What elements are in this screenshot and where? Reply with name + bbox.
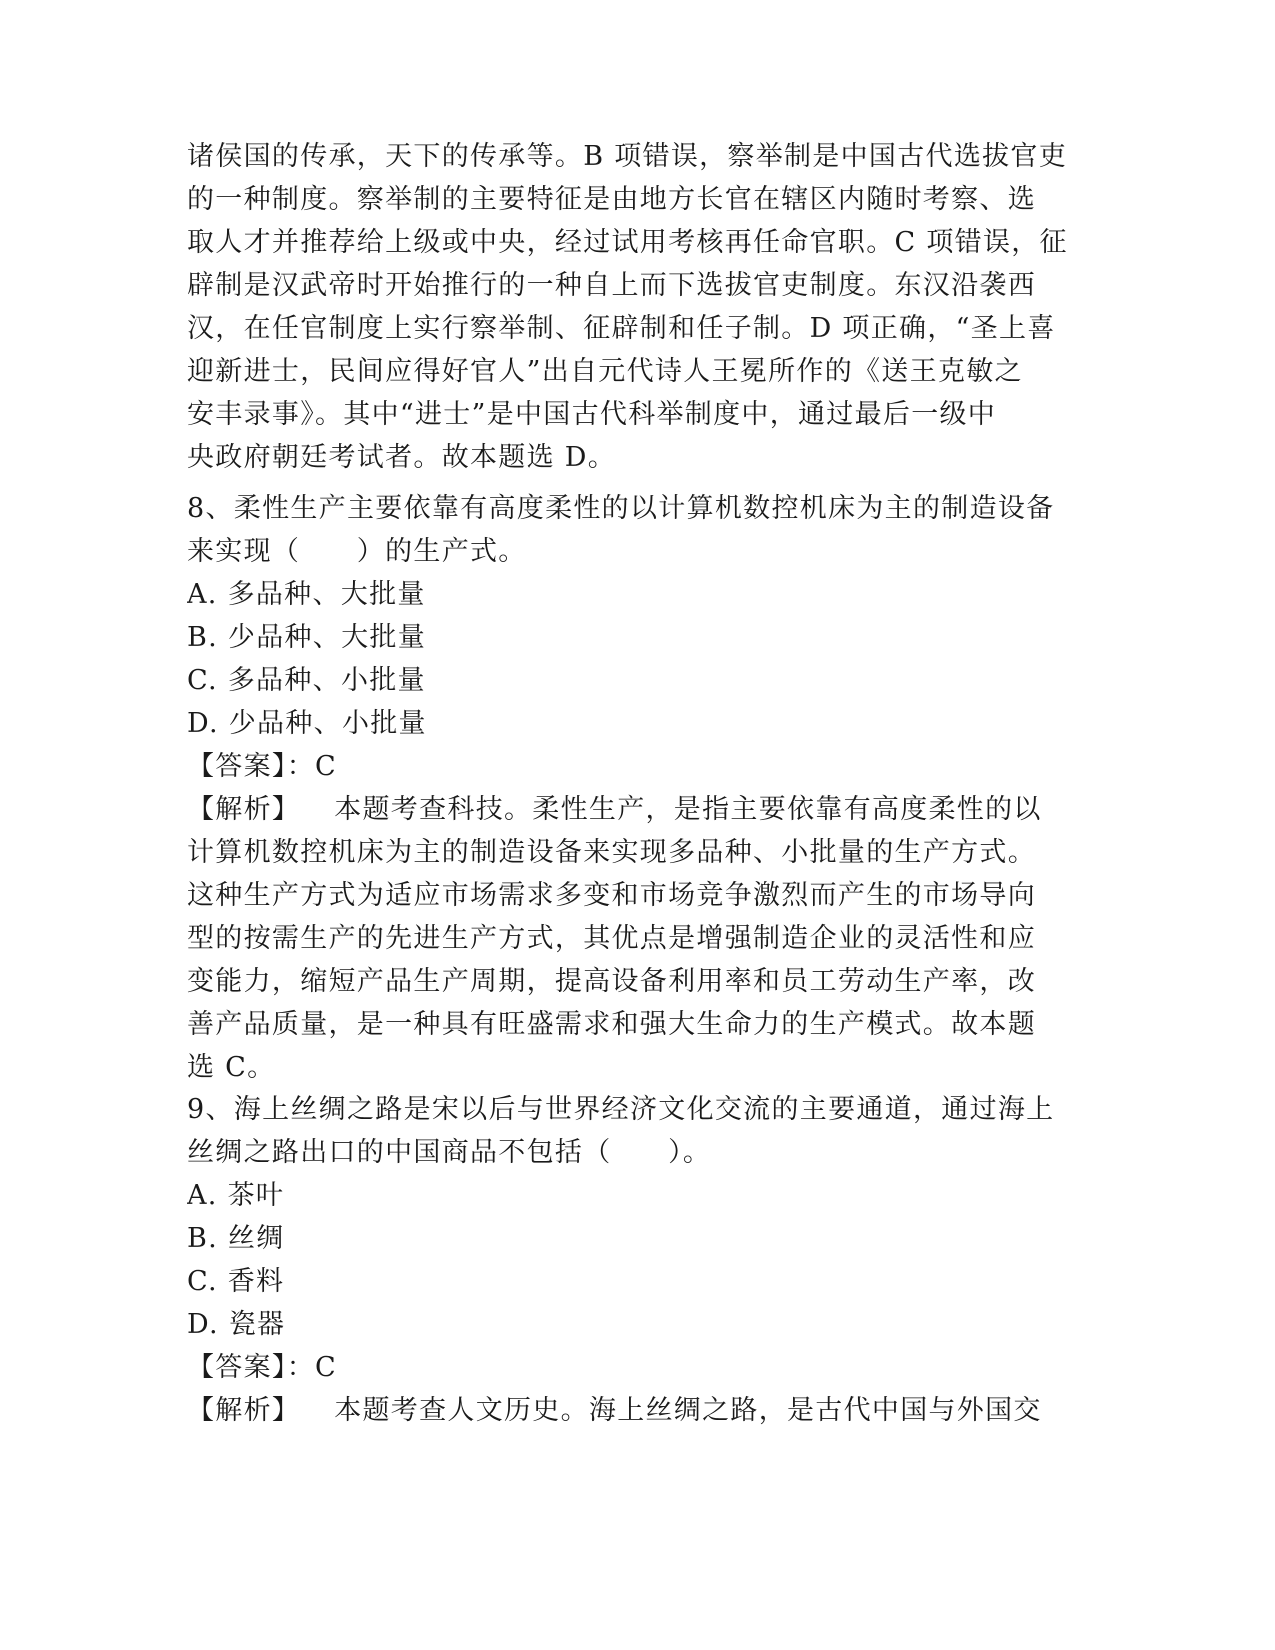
analysis-label: 【解析】 [187,794,301,825]
answer-line [187,745,1087,788]
analysis-line: 型的按需生产的先进生产方式，其优点是增强制造企业的灵活性和应 [187,923,1036,954]
paragraph-line: 安丰录事》。其中“进士”是中国古代科举制度中，通过最后一级中 [187,399,997,430]
analysis-line: 变能力，缩短产品生产周期，提高设备利用率和员工劳动生产率，改 [187,966,1036,997]
option-c: C. 香料 [187,1266,285,1297]
answer-label: 【答案】： [187,1352,315,1383]
option-a: A. 多品种、大批量 [187,579,426,610]
analysis-text: 本题考查科技。柔性生产，是指主要依靠有高度柔性的以 [334,794,1042,825]
analysis-text: 本题考查人文历史。海上丝绸之路，是古代中国与外国交 [334,1395,1042,1426]
previous-analysis-continuation [187,135,1087,479]
analysis-line [187,788,1087,831]
option-b: B. 少品种、大批量 [187,622,427,653]
option-b: B. 丝绸 [187,1223,285,1254]
paragraph-line: 央政府朝廷考试者。故本题选 D。 [187,442,617,473]
option-a: A. 茶叶 [187,1180,285,1211]
answer-value: C [315,1352,337,1383]
question-text: 丝绸之路出口的中国商品不包括（ ）。 [187,1137,712,1168]
paragraph-line: 辟制是汉武帝时开始推行的一种自上而下选拔官吏制度。东汉沿袭西 [187,270,1036,301]
analysis-line [187,1389,1087,1432]
answer-line [187,1346,1087,1389]
paragraph-line: 的一种制度。察举制的主要特征是由地方长官在辖区内随时考察、选 [187,184,1036,215]
option-d: D. 瓷器 [187,1309,286,1340]
answer-value: C [315,751,337,782]
analysis-label: 【解析】 [187,1395,301,1426]
analysis-line: 这种生产方式为适应市场需求多变和市场竞争激烈而产生的市场导向 [187,880,1036,911]
option-d: D. 少品种、小批量 [187,708,427,739]
paragraph-line: 取人才并推荐给上级或中央，经过试用考核再任命官职。C 项错误，征 [187,227,1068,258]
paragraph-line: 诸侯国的传承，天下的传承等。B 项错误，察举制是中国古代选拔官吏 [187,141,1068,172]
analysis-line: 选 C。 [187,1052,276,1083]
question-text: 来实现（ ）的生产式。 [187,536,527,567]
paragraph-line: 迎新进士，民间应得好官人”出自元代诗人王冕所作的《送王克敏之 [187,356,1023,387]
question-8 [187,487,1087,1089]
answer-label: 【答案】： [187,751,315,782]
analysis-line: 计算机数控机床为主的制造设备来实现多品种、小批量的生产方式。 [187,837,1036,868]
question-text: 9、海上丝绸之路是宋以后与世界经济文化交流的主要通道，通过海上 [187,1094,1055,1125]
analysis-line: 善产品质量，是一种具有旺盛需求和强大生命力的生产模式。故本题 [187,1009,1036,1040]
option-c: C. 多品种、小批量 [187,665,426,696]
question-9 [187,1088,1087,1432]
paragraph-line: 汉，在任官制度上实行察举制、征辟制和任子制。D 项正确，“圣上喜 [187,313,1056,344]
question-text: 8、柔性生产主要依靠有高度柔性的以计算机数控机床为主的制造设备 [187,493,1055,524]
